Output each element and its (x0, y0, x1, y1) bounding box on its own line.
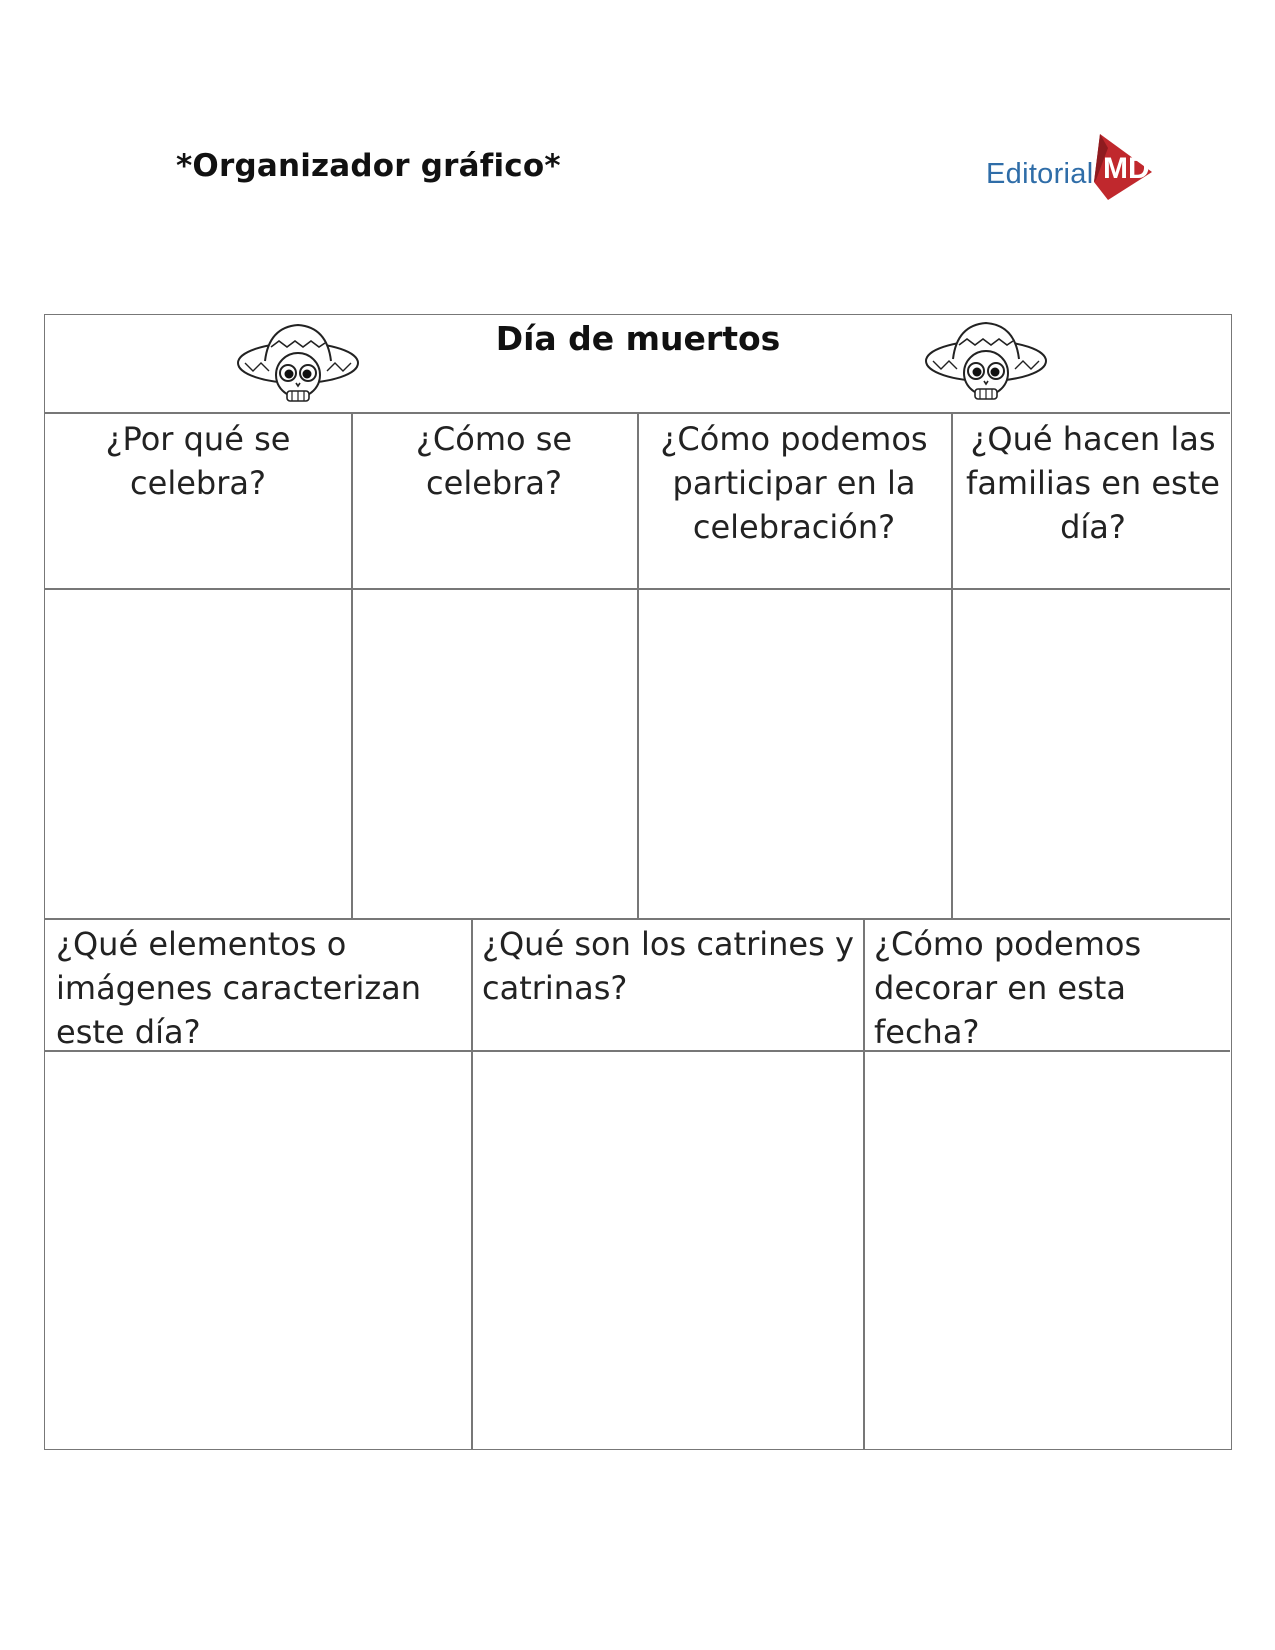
answer-box[interactable] (639, 589, 951, 917)
question-how-celebrate: ¿Cómo se celebra? (415, 420, 573, 502)
question-what-families-do: ¿Qué hacen las familias en este día? (966, 420, 1220, 546)
skull-sombrero-icon (235, 319, 361, 411)
answer-box[interactable] (45, 1052, 471, 1448)
answer-box[interactable] (473, 1052, 863, 1448)
graphic-organizer-table (44, 314, 1232, 1450)
answer-box[interactable] (45, 589, 351, 917)
question-catrines: ¿Qué son los catrines y catrinas? (482, 925, 854, 1007)
skull-sombrero-icon (923, 317, 1049, 409)
question-why-celebrate: ¿Por qué se celebra? (105, 420, 291, 502)
editorial-md-logo (982, 128, 1172, 204)
answer-box[interactable] (353, 589, 637, 917)
logo-word: Editorial (986, 158, 1094, 190)
page-title: *Organizador gráfico* (176, 148, 561, 184)
organizer-heading: Día de muertos (495, 319, 781, 358)
question-how-decorate: ¿Cómo podemos decorar en esta fecha? (874, 925, 1142, 1051)
answer-box[interactable] (953, 589, 1229, 917)
question-how-participate: ¿Cómo podemos participar en la celebración? (660, 420, 928, 546)
svg-text:MD: MD (1103, 152, 1150, 185)
question-elements-images: ¿Qué elementos o imágenes caracterizan este día? (56, 925, 422, 1051)
answer-box[interactable] (865, 1052, 1229, 1448)
divider (45, 918, 1230, 920)
